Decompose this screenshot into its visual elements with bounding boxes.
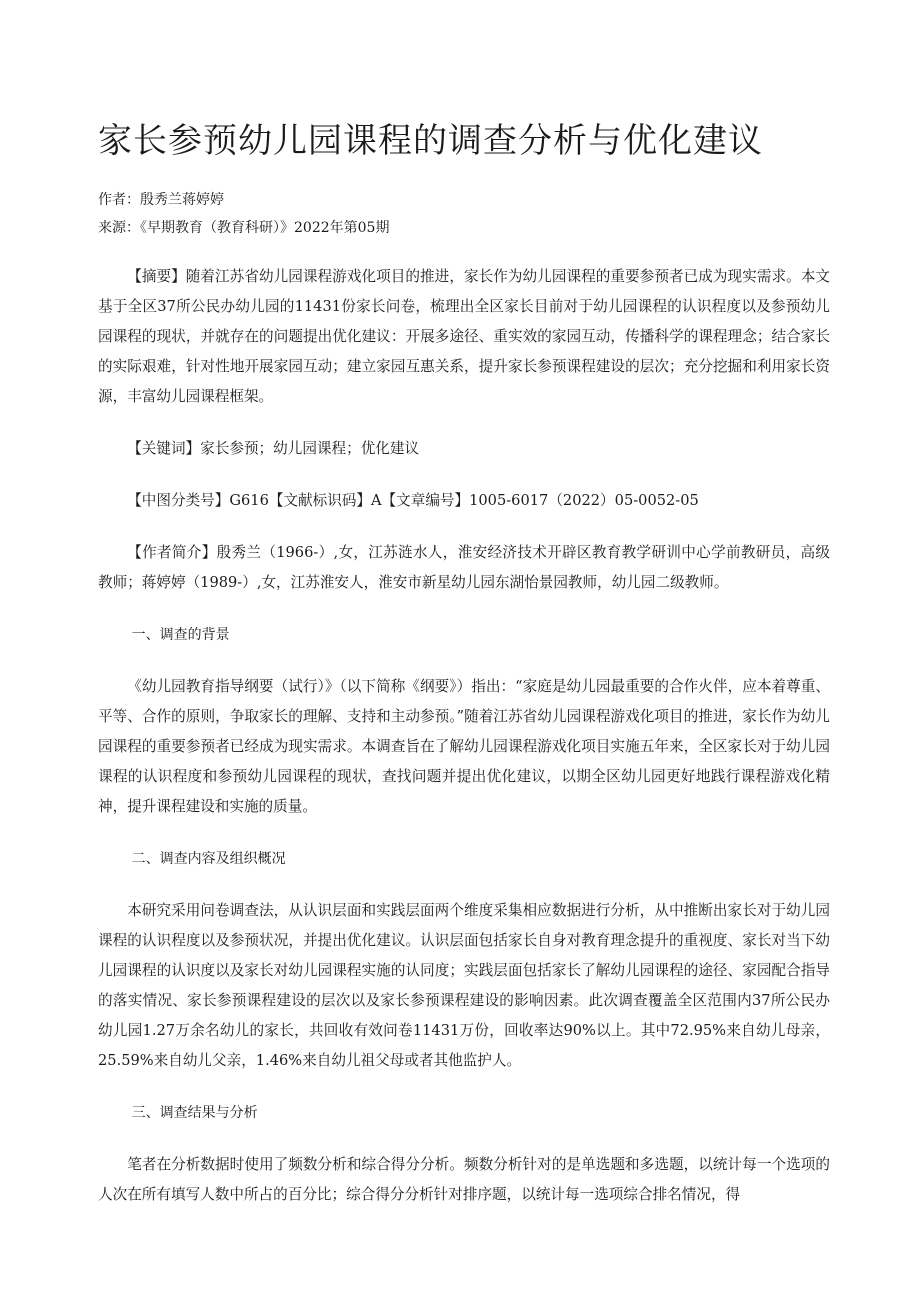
section-body-results: 笔者在分析数据时使用了频数分析和综合得分分析。频数分析针对的是单选题和多选题，以统计每一个选项的人次在所有填写人数中所占的百分比；综合得分分析针对排序题，以统计每一选项综合排名情况，得 — [98, 1156, 830, 1203]
classification-paragraph: 【中图分类号】G616【文献标识码】A【文章编号】1005-6017（2022）05-0052-05 — [127, 492, 699, 509]
author-line: 作者：殷秀兰蒋婷婷 — [98, 192, 224, 208]
section-heading-content: 二、调查内容及组织概况 — [131, 851, 286, 867]
author-intro-paragraph: 【作者简介】殷秀兰（1966-）,女，江苏涟水人，淮安经济技术开辟区教育教学研训中心学前教研员，高级教师；蒋婷婷（1989-）,女，江苏淮安人，淮安市新星幼儿园东湖怡景园教师，幼儿园二级教师。 — [98, 544, 830, 591]
source-line: 来源：《早期教育（教育科研）》2022年第05期 — [98, 220, 390, 236]
keywords-paragraph: 【关键词】家长参预；幼儿园课程；优化建议 — [127, 440, 420, 457]
section-body-background: 《幼儿园教育指导纲要（试行）》（以下简称《纲要》）指出：“家庭是幼儿园最重要的合作火伴，应本着尊重、平等、合作的原则，争取家长的理解、支持和主动参预。”随着江苏省幼儿园课程游戏化项目的推进，家长作为幼儿园课程的重要参预者已经成为现实需求。本调查旨在了解幼儿园课程游戏化项目实施五年来，全区家长对于幼儿园课程的认识程度和参预幼儿园课程的现状，查找问题并提出优化建议，以期全区幼儿园更好地践行课程游戏化精神，提升课程建设和实施的质量。 — [98, 678, 830, 815]
section-body-content: 本研究采用问卷调查法，从认识层面和实践层面两个维度采集相应数据进行分析，从中推断出家长对于幼儿园课程的认识程度以及参预状况，并提出优化建议。认识层面包括家长自身对教育理念提升的重视度、家长对当下幼儿园课程的认识度以及家长对幼儿园课程实施的认同度；实践层面包括家长了解幼儿园课程的途径、家园配合指导的落实情况、家长参预课程建设的层次以及家长参预课程建设的影响因素。此次调查覆盖全区范围内37所公民办幼儿园1.27万余名幼儿的家长，共回收有效问卷11431万份，回收率达90%以上。其中72.95%来自幼儿母亲，25.59%来自幼儿父亲，1.46%来自幼儿祖父母或者其他监护人。 — [98, 902, 830, 1069]
abstract-paragraph: 【摘要】随着江苏省幼儿园课程游戏化项目的推进，家长作为幼儿园课程的重要参预者已成为现实需求。本文基于全区37所公民办幼儿园的11431份家长问卷，梳理出全区家长目前对于幼儿园课程的认识程度以及参预幼儿园课程的现状，并就存在的问题提出优化建议：开展多途径、重实效的家园互动，传播科学的课程理念；结合家长的实际艰难，针对性地开展家园互动；建立家园互惠关系，提升家长参预课程建设的层次；充分挖掘和利用家长资源，丰富幼儿园课程框架。 — [98, 268, 830, 405]
document-page — [98, 118, 830, 1232]
meta-block — [98, 186, 830, 242]
section-heading-results: 三、调查结果与分析 — [131, 1105, 258, 1121]
document-title: 家长参预幼儿园课程的调查分析与优化建议 — [98, 121, 763, 161]
section-heading-background: 一、调查的背景 — [131, 627, 230, 643]
